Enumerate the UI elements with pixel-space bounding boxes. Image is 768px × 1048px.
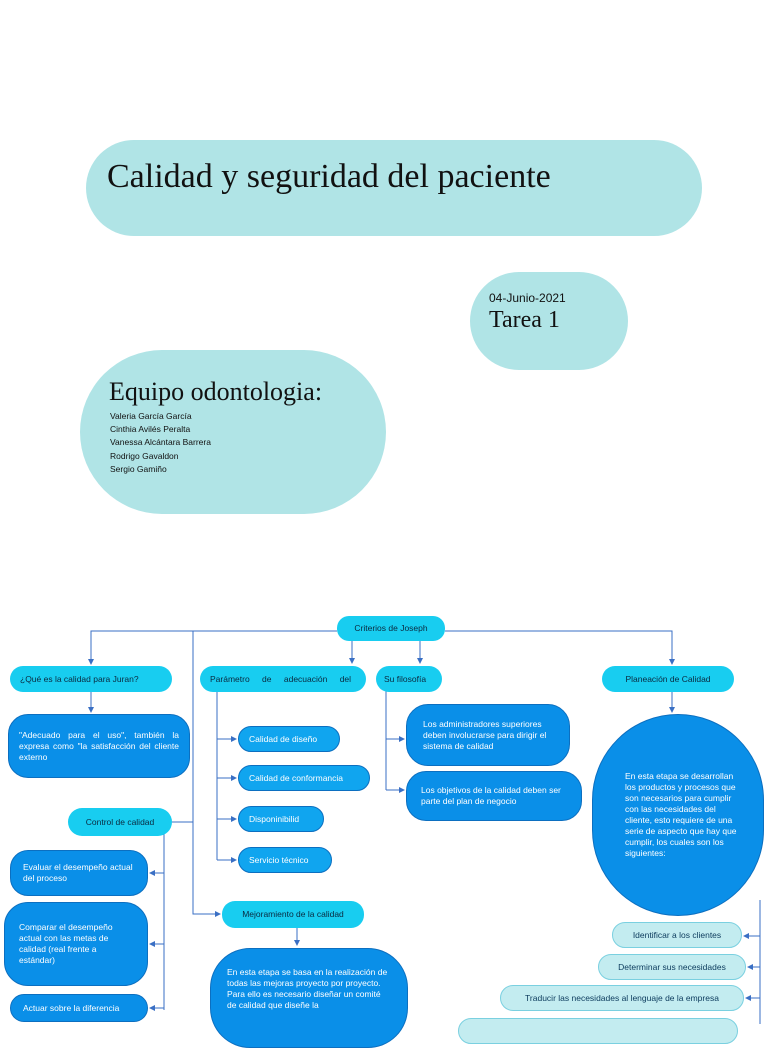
control-item: Evaluar el desempeño actual del proceso [10, 850, 148, 896]
definicion-node: "Adecuado para el uso", también la expresa como "la satisfacción del cliente externo [8, 714, 190, 778]
planeacion-node: Planeación de Calidad [602, 666, 734, 692]
mejoramiento-text-node: En esta etapa se basa en la realización de todas las mejoras proyecto por proyecto. Para ello es necesario diseñar un comité de calidad que diseñe la [210, 948, 408, 1048]
parametro-item: Calidad de diseño [238, 726, 340, 752]
page-title: Calidad y seguridad del paciente [107, 158, 551, 195]
control-item: Comparar el desempeño actual con las metas de calidad (real frente a estándar) [4, 902, 148, 986]
filosofia-item: Los objetivos de la calidad deben ser parte del plan de negocio [406, 771, 582, 821]
assignment-label: Tarea 1 [489, 307, 560, 333]
root-node: Criterios de Joseph [337, 616, 445, 641]
control-item: Actuar sobre la diferencia [10, 994, 148, 1022]
planeacion-text-node: En esta etapa se desarrollan los productos y procesos que son necesarios para cumplir con las necesidades del cliente, esto requiere de una serie de aspecto que hay que cumplir, los cuales son los siguientes: [592, 714, 764, 916]
control-node: Control de calidad [68, 808, 172, 836]
filosofia-node: Su filosofía [376, 666, 442, 692]
team-member: Cinthia Avilés Peralta [110, 424, 191, 435]
connector-root-left [91, 631, 337, 664]
parametro-node: Parámetro de adecuación del [200, 666, 366, 692]
connector-root-right [445, 631, 672, 664]
planeacion-item-partial [458, 1018, 738, 1044]
team-member: Sergio Gamiño [110, 463, 167, 474]
filosofia-item: Los administradores superiores deben involucrarse para dirigir el sistema de calidad [406, 704, 570, 766]
que-es-node: ¿Qué es la calidad para Juran? [10, 666, 172, 692]
team-member: Rodrigo Gavaldon [110, 450, 179, 461]
parametro-item: Calidad de conformancia [238, 765, 370, 791]
parametro-item: Disponinibilid [238, 806, 324, 832]
planeacion-item: Determinar sus necesidades [598, 954, 746, 980]
team-title: Equipo odontologia: [109, 377, 323, 406]
team-member: Vanessa Alcántara Barrera [110, 437, 211, 448]
team-member: Valeria García García [110, 411, 192, 421]
planeacion-item: Traducir las necesidades al lenguaje de la empresa [500, 985, 744, 1011]
date-label: 04-Junio-2021 [489, 291, 566, 305]
mejoramiento-node: Mejoramiento de la calidad [222, 901, 364, 928]
parametro-item: Servicio técnico [238, 847, 332, 873]
planeacion-item: Identificar a los clientes [612, 922, 742, 948]
